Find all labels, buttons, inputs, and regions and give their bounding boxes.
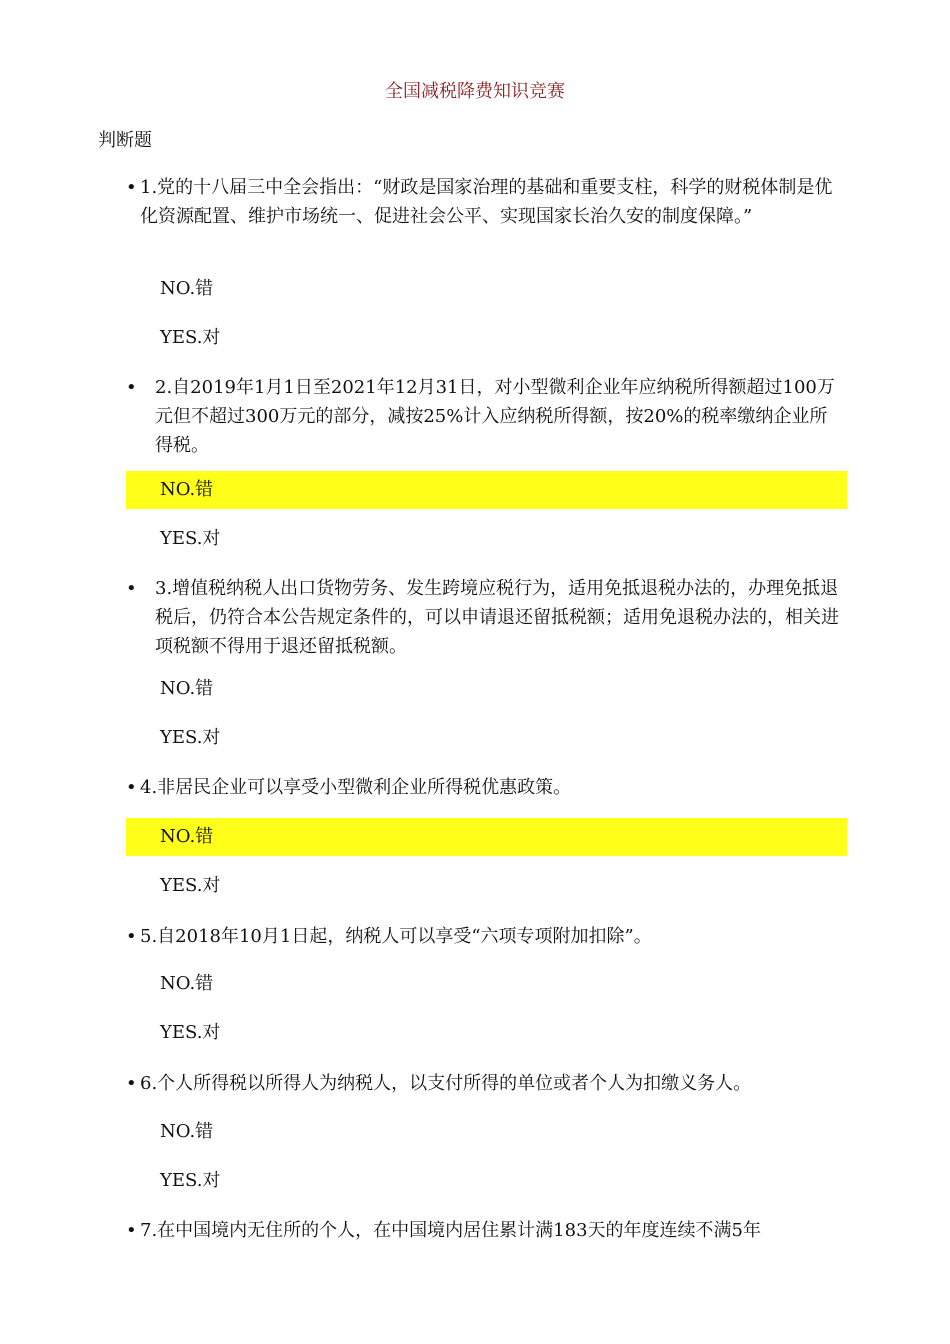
bullet-marker: •	[126, 1220, 137, 1241]
document-title: 全国减税降费知识竞赛	[385, 81, 565, 102]
bullet-marker: •	[126, 377, 137, 398]
bullet-marker: •	[126, 578, 137, 599]
option-no: NO.错	[160, 278, 214, 299]
option-yes: YES.对	[160, 727, 221, 748]
section-heading: 判断题	[98, 130, 152, 151]
question-text: 4.非居民企业可以享受小型微利企业所得税优惠政策。	[140, 777, 572, 798]
question-text: 6.个人所得税以所得人为纳税人，以支付所得的单位或者个人为扣缴义务人。	[140, 1073, 752, 1094]
option-yes: YES.对	[160, 875, 221, 896]
question-text: 3.增值税纳税人出口货物劳务、发生跨境应税行为，适用免抵退税办法的，办理免抵退税后，仍符合本公告规定条件的，可以申请退还留抵税额；适用免退税办法的，相关进项税额不得用于退还留抵税额。	[155, 578, 839, 657]
option-no: NO.错	[160, 826, 214, 847]
option-yes: YES.对	[160, 1170, 221, 1191]
question-7	[126, 1216, 845, 1248]
answer-highlight	[126, 471, 847, 509]
question-1	[126, 173, 845, 231]
bullet-marker: •	[126, 926, 137, 947]
option-no: NO.错	[160, 479, 214, 500]
option-yes: YES.对	[160, 1022, 221, 1043]
question-text: 5.自2018年10月1日起，纳税人可以享受“六项专项附加扣除”。	[140, 926, 652, 947]
answer-highlight	[126, 818, 847, 856]
option-yes: YES.对	[160, 327, 221, 348]
question-4	[126, 773, 845, 802]
question-3	[126, 574, 845, 661]
option-no: NO.错	[160, 973, 214, 994]
question-text: 1.党的十八届三中全会指出：“财政是国家治理的基础和重要支柱，科学的财税体制是优化资源配置、维护市场统一、促进社会公平、实现国家长治久安的制度保障。”	[140, 177, 833, 227]
question-5	[126, 922, 845, 951]
option-no: NO.错	[160, 678, 214, 699]
option-yes: YES.对	[160, 528, 221, 549]
question-6	[126, 1069, 845, 1098]
question-text: 2.自2019年1月1日至2021年12月31日，对小型微利企业年应纳税所得额超过100万元但不超过300万元的部分，减按25%计入应纳税所得额，按20%的税率缴纳企业所得税。	[155, 377, 835, 456]
question-2	[126, 373, 845, 460]
option-no: NO.错	[160, 1121, 214, 1142]
bullet-marker: •	[126, 1073, 137, 1094]
bullet-marker: •	[126, 177, 137, 198]
question-text: 7.在中国境内无住所的个人，在中国境内居住累计满183天的年度连续不满5年	[140, 1220, 761, 1241]
bullet-marker: •	[126, 777, 137, 798]
